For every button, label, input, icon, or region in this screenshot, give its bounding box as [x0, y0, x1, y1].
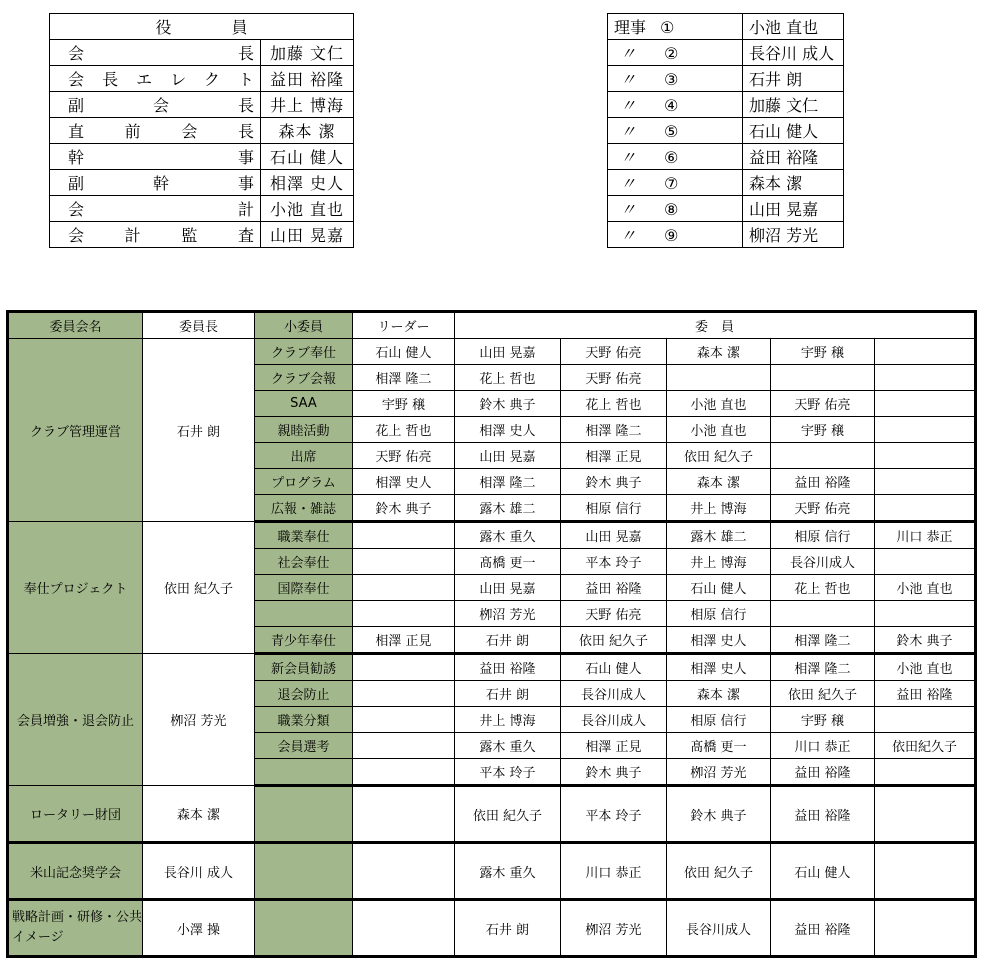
- member-cell: [771, 601, 875, 627]
- member-cell: 益田 裕隆: [875, 681, 976, 707]
- member-cell: 相原 信行: [667, 707, 771, 733]
- member-cell: 森本 潔: [667, 469, 771, 495]
- director-label: [608, 14, 743, 40]
- director-label: [608, 66, 743, 92]
- member-cell: 髙橋 更一: [455, 549, 561, 575]
- director-number: ①: [660, 18, 675, 37]
- member-cell: [875, 601, 976, 627]
- subcommittee-name: 青少年奉仕: [255, 627, 353, 654]
- subcommittee-leader: [353, 549, 455, 575]
- member-cell: 天野 佑亮: [561, 601, 667, 627]
- subcommittee-name: 新会員勧誘: [255, 654, 353, 681]
- member-cell: [875, 707, 976, 733]
- director-name: 長谷川 成人: [743, 40, 844, 66]
- director-number: ③: [664, 70, 679, 89]
- member-cell: 川口 恭正: [771, 733, 875, 759]
- member-cell: 宇野 穣: [771, 417, 875, 443]
- member-cell: 山田 晃嘉: [455, 443, 561, 469]
- member-cell: [771, 365, 875, 391]
- committee-chair: 長谷川 成人: [143, 843, 255, 900]
- member-cell: [875, 417, 976, 443]
- subcommittee-leader: 石山 健人: [353, 339, 455, 365]
- officer-name: 相澤 史人: [261, 170, 354, 196]
- member-cell: 鈴木 典子: [667, 786, 771, 843]
- member-cell: 山田 晃嘉: [455, 339, 561, 365]
- member-cell: 長谷川成人: [561, 681, 667, 707]
- member-cell: [875, 900, 976, 957]
- member-cell: 露木 雄二: [455, 495, 561, 522]
- member-cell: 小池 直也: [667, 417, 771, 443]
- director-label: [608, 144, 743, 170]
- subcommittee-leader: [353, 681, 455, 707]
- member-cell: 相原 信行: [561, 495, 667, 522]
- member-cell: 川口 恭正: [561, 843, 667, 900]
- subcommittee-leader: [353, 601, 455, 627]
- member-cell: 髙橋 更一: [667, 733, 771, 759]
- committee-row: [8, 339, 976, 365]
- member-cell: 川口 恭正: [875, 522, 976, 549]
- director-title: 〃: [620, 174, 637, 193]
- member-cell: 相澤 正見: [561, 443, 667, 469]
- member-cell: 山田 晃嘉: [455, 575, 561, 601]
- member-cell: 栁沼 芳光: [561, 900, 667, 957]
- member-cell: 井上 博海: [667, 495, 771, 522]
- member-cell: 相原 信行: [667, 601, 771, 627]
- member-cell: [667, 365, 771, 391]
- subcommittee-name: 退会防止: [255, 681, 353, 707]
- member-cell: [875, 365, 976, 391]
- member-cell: 相澤 史人: [667, 654, 771, 681]
- member-cell: 益田 裕隆: [771, 469, 875, 495]
- member-cell: 石井 朗: [455, 900, 561, 957]
- subcommittee-leader: 宇野 穣: [353, 391, 455, 417]
- subcommittee-leader: 相澤 隆二: [353, 365, 455, 391]
- member-cell: 相澤 史人: [455, 417, 561, 443]
- officer-role: 会計監査: [50, 222, 261, 248]
- member-cell: 相澤 隆二: [771, 654, 875, 681]
- subcommittee-name: プログラム: [255, 469, 353, 495]
- subcommittee-name: 職業奉仕: [255, 522, 353, 549]
- member-cell: 小池 直也: [875, 654, 976, 681]
- member-cell: 小池 直也: [875, 575, 976, 601]
- officer-name: 森本 潔: [261, 118, 354, 144]
- member-cell: 長谷川成人: [561, 707, 667, 733]
- officer-name: 山田 晃嘉: [261, 222, 354, 248]
- director-name: 益田 裕隆: [743, 144, 844, 170]
- member-cell: 石山 健人: [561, 654, 667, 681]
- officer-name: 加藤 文仁: [261, 40, 354, 66]
- member-cell: [875, 843, 976, 900]
- member-cell: 平本 玲子: [455, 759, 561, 786]
- member-cell: 相澤 隆二: [561, 417, 667, 443]
- director-name: 石井 朗: [743, 66, 844, 92]
- director-name: 加藤 文仁: [743, 92, 844, 118]
- member-cell: [875, 391, 976, 417]
- member-cell: 栁沼 芳光: [667, 759, 771, 786]
- member-cell: 依田 紀久子: [771, 681, 875, 707]
- member-cell: 山田 晃嘉: [561, 522, 667, 549]
- header-members: 委 員: [455, 312, 976, 339]
- subcommittee-leader: [353, 843, 455, 900]
- director-label: [608, 118, 743, 144]
- subcommittee-leader: 鈴木 典子: [353, 495, 455, 522]
- committee-chair: 森本 潔: [143, 786, 255, 843]
- member-cell: 露木 重久: [455, 522, 561, 549]
- director-label: [608, 170, 743, 196]
- subcommittee-leader: 天野 佑亮: [353, 443, 455, 469]
- member-cell: 露木 重久: [455, 843, 561, 900]
- subcommittee-name: [255, 900, 353, 957]
- director-number: ⑥: [664, 148, 679, 167]
- member-cell: 露木 雄二: [667, 522, 771, 549]
- member-cell: 小池 直也: [667, 391, 771, 417]
- member-cell: 鈴木 典子: [561, 469, 667, 495]
- member-cell: 益田 裕隆: [455, 654, 561, 681]
- committee-row: [8, 522, 976, 549]
- subcommittee-leader: [353, 900, 455, 957]
- director-name: 森本 潔: [743, 170, 844, 196]
- subcommittee-leader: [353, 733, 455, 759]
- subcommittee-name: 親睦活動: [255, 417, 353, 443]
- subcommittee-name: [255, 759, 353, 786]
- officer-name: 井上 博海: [261, 92, 354, 118]
- committee-chair: 依田 紀久子: [143, 522, 255, 654]
- subcommittee-leader: [353, 654, 455, 681]
- member-cell: [875, 786, 976, 843]
- director-title: 〃: [620, 70, 637, 89]
- header-chair: 委員長: [143, 312, 255, 339]
- member-cell: 相原 信行: [771, 522, 875, 549]
- member-cell: 宇野 穣: [771, 707, 875, 733]
- member-cell: 花上 哲也: [771, 575, 875, 601]
- director-title: 〃: [620, 200, 637, 219]
- subcommittee-name: [255, 601, 353, 627]
- subcommittee-leader: 花上 哲也: [353, 417, 455, 443]
- member-cell: 石山 健人: [771, 843, 875, 900]
- member-cell: 天野 佑亮: [561, 339, 667, 365]
- member-cell: 依田 紀久子: [667, 443, 771, 469]
- director-number: ⑤: [664, 122, 679, 141]
- subcommittee-leader: [353, 575, 455, 601]
- member-cell: 花上 哲也: [455, 365, 561, 391]
- member-cell: [875, 759, 976, 786]
- member-cell: 相澤 隆二: [455, 469, 561, 495]
- committee-name: 会員増強・退会防止: [8, 654, 143, 786]
- director-title: 〃: [620, 122, 637, 141]
- officer-role: 直前会長: [50, 118, 261, 144]
- member-cell: 鈴木 典子: [561, 759, 667, 786]
- subcommittee-leader: 相澤 史人: [353, 469, 455, 495]
- director-label: [608, 222, 743, 248]
- committee-row: [8, 786, 976, 843]
- subcommittee-name: 社会奉仕: [255, 549, 353, 575]
- member-cell: 森本 潔: [667, 681, 771, 707]
- member-cell: 依田 紀久子: [455, 786, 561, 843]
- officer-role: 会計: [50, 196, 261, 222]
- subcommittee-name: 出席: [255, 443, 353, 469]
- committee-name: ロータリー財団: [8, 786, 143, 843]
- committee-row: [8, 654, 976, 681]
- member-cell: 益田 裕隆: [561, 575, 667, 601]
- officer-role: 副会長: [50, 92, 261, 118]
- director-number: ⑦: [664, 174, 679, 193]
- member-cell: 相澤 史人: [667, 627, 771, 654]
- subcommittee-name: SAA: [255, 391, 353, 417]
- director-title: 〃: [620, 226, 637, 245]
- member-cell: 長谷川成人: [771, 549, 875, 575]
- officer-name: 石山 健人: [261, 144, 354, 170]
- director-label: [608, 196, 743, 222]
- member-cell: 依田紀久子: [875, 733, 976, 759]
- subcommittee-name: クラブ会報: [255, 365, 353, 391]
- member-cell: 長谷川成人: [667, 900, 771, 957]
- member-cell: [875, 549, 976, 575]
- director-name: 山田 晃嘉: [743, 196, 844, 222]
- committee-chair: 小澤 操: [143, 900, 255, 957]
- member-cell: 栁沼 芳光: [455, 601, 561, 627]
- member-cell: 石井 朗: [455, 627, 561, 654]
- director-title: 〃: [620, 44, 637, 63]
- member-cell: 露木 重久: [455, 733, 561, 759]
- director-title: 〃: [620, 148, 637, 167]
- member-cell: 花上 哲也: [561, 391, 667, 417]
- director-name: 小池 直也: [743, 14, 844, 40]
- member-cell: 益田 裕隆: [771, 900, 875, 957]
- director-name: 石山 健人: [743, 118, 844, 144]
- subcommittee-name: 会員選考: [255, 733, 353, 759]
- director-label: [608, 40, 743, 66]
- member-cell: [771, 443, 875, 469]
- committee-name: 米山記念奨学会: [8, 843, 143, 900]
- subcommittee-name: 職業分類: [255, 707, 353, 733]
- member-cell: 石山 健人: [667, 575, 771, 601]
- director-number: ④: [664, 96, 679, 115]
- committee-name: クラブ管理運営: [8, 339, 143, 522]
- member-cell: 天野 佑亮: [771, 495, 875, 522]
- committee-name: 戦略計画・研修・公共イメージ: [8, 900, 143, 957]
- member-cell: [875, 495, 976, 522]
- director-number: ②: [664, 44, 679, 63]
- member-cell: [875, 443, 976, 469]
- officer-name: 益田 裕隆: [261, 66, 354, 92]
- member-cell: 森本 潔: [667, 339, 771, 365]
- officer-role: 幹事: [50, 144, 261, 170]
- header-sub: 小委員: [255, 312, 353, 339]
- member-cell: 天野 佑亮: [561, 365, 667, 391]
- subcommittee-leader: [353, 759, 455, 786]
- director-number: ⑨: [664, 226, 679, 245]
- subcommittee-name: 国際奉仕: [255, 575, 353, 601]
- member-cell: 依田 紀久子: [667, 843, 771, 900]
- subcommittee-leader: [353, 786, 455, 843]
- director-name: 柳沼 芳光: [743, 222, 844, 248]
- directors-table: [607, 13, 844, 248]
- member-cell: 宇野 穣: [771, 339, 875, 365]
- committees-body: [8, 339, 976, 957]
- member-cell: 井上 博海: [455, 707, 561, 733]
- member-cell: 井上 博海: [667, 549, 771, 575]
- header-committee: 委員会名: [8, 312, 143, 339]
- member-cell: [875, 339, 976, 365]
- director-title: 〃: [620, 96, 637, 115]
- member-cell: 益田 裕隆: [771, 759, 875, 786]
- subcommittee-name: [255, 786, 353, 843]
- member-cell: 平本 玲子: [561, 786, 667, 843]
- member-cell: 鈴木 典子: [455, 391, 561, 417]
- committees-table: [6, 310, 977, 958]
- director-label: [608, 92, 743, 118]
- member-cell: 石井 朗: [455, 681, 561, 707]
- officer-name: 小池 直也: [261, 196, 354, 222]
- subcommittee-leader: 相澤 正見: [353, 627, 455, 654]
- member-cell: 相澤 隆二: [771, 627, 875, 654]
- committee-row: [8, 900, 976, 957]
- member-cell: 益田 裕隆: [771, 786, 875, 843]
- officers-header: 役員: [50, 14, 354, 40]
- officer-role: 会長: [50, 40, 261, 66]
- member-cell: [875, 469, 976, 495]
- member-cell: 鈴木 典子: [875, 627, 976, 654]
- member-cell: 天野 佑亮: [771, 391, 875, 417]
- header-leader: リーダー: [353, 312, 455, 339]
- director-number: ⑧: [664, 200, 679, 219]
- member-cell: 平本 玲子: [561, 549, 667, 575]
- officer-role: 副幹事: [50, 170, 261, 196]
- director-title: 理事: [614, 18, 647, 37]
- subcommittee-name: [255, 843, 353, 900]
- committee-chair: 栁沼 芳光: [143, 654, 255, 786]
- member-cell: 依田 紀久子: [561, 627, 667, 654]
- committee-name: 奉仕プロジェクト: [8, 522, 143, 654]
- committee-row: [8, 843, 976, 900]
- subcommittee-leader: [353, 522, 455, 549]
- officers-table: [49, 13, 354, 248]
- subcommittee-leader: [353, 707, 455, 733]
- committee-chair: 石井 朗: [143, 339, 255, 522]
- subcommittee-name: 広報・雑誌: [255, 495, 353, 522]
- member-cell: 相澤 正見: [561, 733, 667, 759]
- subcommittee-name: クラブ奉仕: [255, 339, 353, 365]
- officer-role: 会長エレクト: [50, 66, 261, 92]
